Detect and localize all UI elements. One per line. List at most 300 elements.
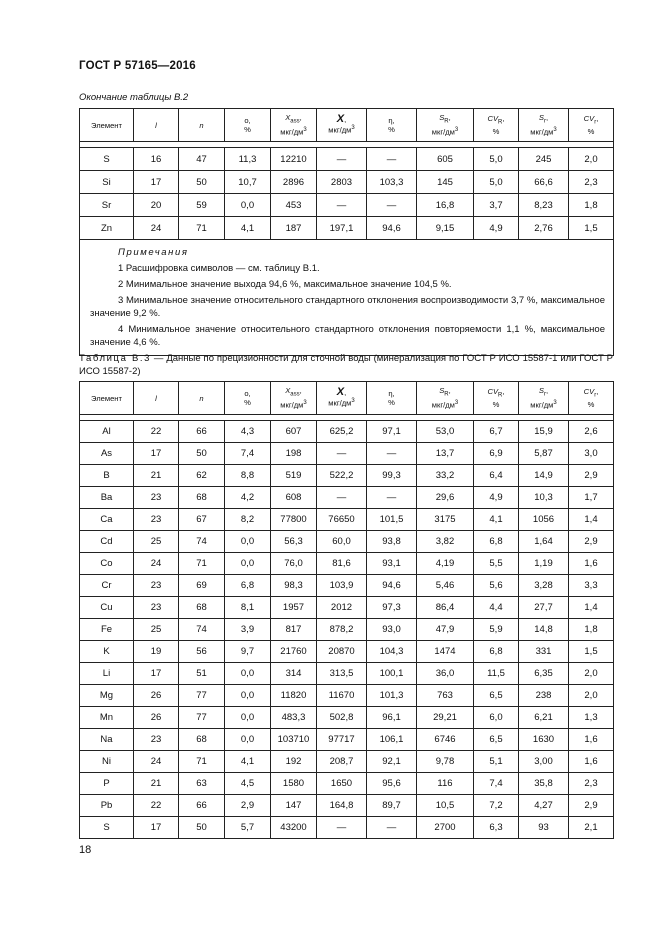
col-header-unit: % [587, 127, 595, 137]
table-row [80, 553, 614, 575]
value-cell: 5,46 [417, 575, 474, 597]
value-cell: 56,3 [271, 531, 317, 553]
element-cell: Cr [80, 575, 134, 597]
value-cell: 26 [134, 707, 179, 729]
col-header-unit: мкг/дм [280, 128, 304, 138]
col-header: $CV_r$, % [569, 109, 614, 142]
col-header-unit: мкг/дм [530, 401, 554, 411]
col-header-unit: мкг/дм [530, 128, 554, 138]
element-cell: Li [80, 663, 134, 685]
notes-row [80, 240, 614, 356]
value-cell: — [367, 443, 417, 465]
value-cell: 96,1 [367, 707, 417, 729]
value-cell: 14,8 [519, 619, 569, 641]
value-cell: 483,3 [271, 707, 317, 729]
value-cell: 0,0 [225, 531, 271, 553]
table-row [80, 619, 614, 641]
value-cell: 67 [179, 509, 225, 531]
value-cell: 24 [134, 553, 179, 575]
value-cell: 20 [134, 194, 179, 217]
value-cell: 164,8 [317, 795, 367, 817]
value-cell: 66,6 [519, 171, 569, 194]
col-header-unit: мкг/дм [328, 125, 352, 135]
col-header-subscript: R [444, 118, 449, 125]
value-cell: 86,4 [417, 597, 474, 619]
table-row [80, 729, 614, 751]
col-header-superscript: 3 [303, 400, 307, 407]
note-1: 1 Расшифровка символов — см. таблицу В.1. [118, 263, 320, 274]
value-cell: 145 [417, 171, 474, 194]
table-row [80, 487, 614, 509]
value-cell: 197,1 [317, 217, 367, 240]
value-cell: 59 [179, 194, 225, 217]
col-header-superscript: 3 [351, 398, 355, 405]
value-cell: 1957 [271, 597, 317, 619]
value-cell: 16,8 [417, 194, 474, 217]
value-cell: 0,0 [225, 553, 271, 575]
col-header: X, мкг/$дм^3$ [317, 382, 367, 415]
value-cell: 313,5 [317, 663, 367, 685]
col-header-symbol: n [199, 120, 204, 130]
value-cell: 35,8 [519, 773, 569, 795]
value-cell: 1,6 [569, 751, 614, 773]
value-cell: 2,9 [569, 795, 614, 817]
document-header: ГОСТ Р 57165—2016 [79, 60, 196, 72]
value-cell: 6,5 [474, 729, 519, 751]
col-header-symbol: CV [487, 386, 499, 396]
value-cell: 100,1 [367, 663, 417, 685]
value-cell: 23 [134, 487, 179, 509]
value-cell: 6,8 [225, 575, 271, 597]
table-row [80, 194, 614, 217]
value-cell: 94,6 [367, 217, 417, 240]
value-cell: 4,1 [474, 509, 519, 531]
value-cell: 97717 [317, 729, 367, 751]
table-row [80, 641, 614, 663]
value-cell: 7,4 [225, 443, 271, 465]
value-cell: 2,1 [569, 817, 614, 839]
col-header: $S_r$, мкг/$дм^3$ [519, 109, 569, 142]
value-cell: — [317, 194, 367, 217]
col-header-symbol: CV [583, 113, 595, 123]
value-cell: 77 [179, 685, 225, 707]
table-b3 [79, 381, 614, 839]
value-cell: 1,4 [569, 509, 614, 531]
value-cell: 2,3 [569, 171, 614, 194]
value-cell: 5,5 [474, 553, 519, 575]
value-cell: 68 [179, 729, 225, 751]
col-header-symbol: X [285, 385, 291, 395]
value-cell: 4,2 [225, 487, 271, 509]
note-4: 4 Минимальное значение относительного стандартного отклонения повторяемости 1,1 %, максимальное значение 4,6 %. [90, 324, 605, 348]
table-row [80, 465, 614, 487]
value-cell: 502,8 [317, 707, 367, 729]
element-cell: Zn [80, 217, 134, 240]
col-header-symbol: S [538, 112, 544, 122]
value-cell: 95,6 [367, 773, 417, 795]
table1-caption: Окончание таблицы В.2 [79, 92, 189, 103]
value-cell: 116 [417, 773, 474, 795]
col-header-unit: % [388, 125, 395, 134]
value-cell: 6,0 [474, 707, 519, 729]
value-cell: 2803 [317, 171, 367, 194]
value-cell: 8,23 [519, 194, 569, 217]
value-cell: 68 [179, 597, 225, 619]
value-cell: 63 [179, 773, 225, 795]
value-cell: 29,6 [417, 487, 474, 509]
col-header [225, 109, 271, 142]
value-cell: 33,2 [417, 465, 474, 487]
col-header-label: Элемент [91, 120, 122, 130]
value-cell: 0,0 [225, 729, 271, 751]
value-cell: 77800 [271, 509, 317, 531]
col-header-symbol: η, [388, 389, 395, 398]
value-cell: 7,4 [474, 773, 519, 795]
element-cell: Cu [80, 597, 134, 619]
value-cell: 21760 [271, 641, 317, 663]
table2-body [80, 421, 614, 839]
col-header-unit: мкг/дм [431, 401, 455, 411]
value-cell: — [367, 194, 417, 217]
value-cell: 2,9 [569, 465, 614, 487]
value-cell: 6,3 [474, 817, 519, 839]
value-cell: 519 [271, 465, 317, 487]
value-cell: 76,0 [271, 553, 317, 575]
table-row [80, 597, 614, 619]
value-cell: 43200 [271, 817, 317, 839]
element-cell: Pb [80, 795, 134, 817]
col-header-symbol: CV [487, 113, 499, 123]
value-cell: 331 [519, 641, 569, 663]
value-cell: 2,9 [569, 531, 614, 553]
value-cell: 93,1 [367, 553, 417, 575]
value-cell: 94,6 [367, 575, 417, 597]
value-cell: 4,5 [225, 773, 271, 795]
value-cell: 97,3 [367, 597, 417, 619]
value-cell: 6,7 [474, 421, 519, 443]
col-header [80, 382, 134, 415]
value-cell: 53,0 [417, 421, 474, 443]
value-cell: 608 [271, 487, 317, 509]
col-header-subscript: ass [290, 118, 300, 125]
value-cell: 93,8 [367, 531, 417, 553]
value-cell: 6,8 [474, 531, 519, 553]
col-header: $X_{ass}$, мкг/$дм^3$ [271, 382, 317, 415]
value-cell: 103710 [271, 729, 317, 751]
value-cell: 50 [179, 171, 225, 194]
value-cell: 92,1 [367, 751, 417, 773]
value-cell: 56 [179, 641, 225, 663]
value-cell: 605 [417, 148, 474, 171]
notes-cell [80, 240, 614, 356]
value-cell: 6746 [417, 729, 474, 751]
table2-caption [79, 352, 613, 378]
col-header [367, 109, 417, 142]
table-row [80, 685, 614, 707]
value-cell: 1650 [317, 773, 367, 795]
page-number: 18 [79, 844, 92, 856]
element-cell: Mg [80, 685, 134, 707]
table-row [80, 531, 614, 553]
value-cell: 3,7 [474, 194, 519, 217]
note-3: 3 Минимальное значение относительного стандартного отклонения воспроизводимости 3,7 %, максимальное значение 9,2 %. [90, 295, 605, 319]
value-cell: 11,5 [474, 663, 519, 685]
col-header [179, 382, 225, 415]
value-cell: 6,4 [474, 465, 519, 487]
value-cell: 5,6 [474, 575, 519, 597]
value-cell: 6,35 [519, 663, 569, 685]
table-row [80, 421, 614, 443]
value-cell: 27,7 [519, 597, 569, 619]
table-row [80, 707, 614, 729]
value-cell: 3,9 [225, 619, 271, 641]
value-cell: 23 [134, 575, 179, 597]
value-cell: 1,6 [569, 553, 614, 575]
col-header [134, 109, 179, 142]
value-cell: 16 [134, 148, 179, 171]
value-cell: 22 [134, 795, 179, 817]
value-cell: — [367, 817, 417, 839]
table-row [80, 575, 614, 597]
value-cell: 11820 [271, 685, 317, 707]
notes-title: Примечания [118, 247, 189, 258]
value-cell: 76650 [317, 509, 367, 531]
table-b2-end [79, 108, 614, 356]
element-cell: As [80, 443, 134, 465]
col-header [134, 382, 179, 415]
value-cell: 208,7 [317, 751, 367, 773]
element-cell: Fe [80, 619, 134, 641]
col-header-superscript: 3 [454, 400, 459, 407]
value-cell: 8,8 [225, 465, 271, 487]
value-cell: 74 [179, 531, 225, 553]
col-header [367, 382, 417, 415]
value-cell: 4,3 [225, 421, 271, 443]
value-cell: 4,9 [474, 217, 519, 240]
value-cell: 36,0 [417, 663, 474, 685]
value-cell: 8,1 [225, 597, 271, 619]
value-cell: 2896 [271, 171, 317, 194]
value-cell: 817 [271, 619, 317, 641]
value-cell: 2,0 [569, 663, 614, 685]
value-cell: 3,0 [569, 443, 614, 465]
value-cell: 101,3 [367, 685, 417, 707]
col-header-symbol: S [538, 385, 544, 395]
value-cell: 17 [134, 443, 179, 465]
value-cell: 47 [179, 148, 225, 171]
table-row [80, 817, 614, 839]
value-cell: 68 [179, 487, 225, 509]
value-cell: 5,0 [474, 148, 519, 171]
value-cell: 71 [179, 217, 225, 240]
col-header-unit: % [388, 398, 395, 407]
value-cell: 5,9 [474, 619, 519, 641]
value-cell: 1056 [519, 509, 569, 531]
value-cell: 10,5 [417, 795, 474, 817]
value-cell: 14,9 [519, 465, 569, 487]
value-cell: 2,9 [225, 795, 271, 817]
value-cell: 103,9 [317, 575, 367, 597]
value-cell: 607 [271, 421, 317, 443]
col-header-superscript: 3 [553, 127, 557, 134]
value-cell: 1630 [519, 729, 569, 751]
value-cell: 62 [179, 465, 225, 487]
value-cell: 13,7 [417, 443, 474, 465]
col-header-symbol: n [199, 393, 204, 403]
col-header-subscript: ass [290, 391, 300, 398]
value-cell: 71 [179, 553, 225, 575]
col-header-unit: мкг/дм [431, 128, 455, 138]
col-header-symbol: X [336, 386, 345, 399]
element-cell: S [80, 148, 134, 171]
value-cell: 3,3 [569, 575, 614, 597]
value-cell: 5,0 [474, 171, 519, 194]
value-cell: 97,1 [367, 421, 417, 443]
value-cell: 11670 [317, 685, 367, 707]
value-cell: 625,2 [317, 421, 367, 443]
element-cell: Ni [80, 751, 134, 773]
value-cell: 5,1 [474, 751, 519, 773]
value-cell: 89,7 [367, 795, 417, 817]
value-cell: 10,3 [519, 487, 569, 509]
value-cell: 1,8 [569, 194, 614, 217]
value-cell: 19 [134, 641, 179, 663]
table-row [80, 217, 614, 240]
value-cell: 74 [179, 619, 225, 641]
table-row [80, 509, 614, 531]
value-cell: 15,9 [519, 421, 569, 443]
value-cell: 1,5 [569, 641, 614, 663]
value-cell: 3,82 [417, 531, 474, 553]
value-cell: 66 [179, 421, 225, 443]
value-cell: 2,0 [569, 685, 614, 707]
value-cell: — [317, 443, 367, 465]
value-cell: 1,19 [519, 553, 569, 575]
value-cell: 106,1 [367, 729, 417, 751]
value-cell: 98,3 [271, 575, 317, 597]
element-cell: P [80, 773, 134, 795]
value-cell: 93 [519, 817, 569, 839]
element-cell: Sr [80, 194, 134, 217]
value-cell: 50 [179, 817, 225, 839]
value-cell: 4,19 [417, 553, 474, 575]
col-header-subscript: R [498, 119, 503, 126]
table-row [80, 795, 614, 817]
value-cell: 1,3 [569, 707, 614, 729]
col-header-unit: % [244, 398, 251, 407]
value-cell: 238 [519, 685, 569, 707]
value-cell: 66 [179, 795, 225, 817]
value-cell: 8,2 [225, 509, 271, 531]
value-cell: 3,28 [519, 575, 569, 597]
value-cell: 11,3 [225, 148, 271, 171]
table2-title: — Данные по прецизионности для сточной воды (минерализация по ГОСТ Р ИСО 15587-1 или ГОСТ Р ИСО 15587-2) [79, 353, 613, 377]
note-2: 2 Минимальное значение выхода 94,6 %, максимальное значение 104,5 %. [118, 279, 452, 290]
table2-header-row [80, 382, 614, 415]
value-cell: 51 [179, 663, 225, 685]
value-cell: 93,0 [367, 619, 417, 641]
table-row [80, 171, 614, 194]
col-header-unit: % [244, 125, 251, 134]
col-header-subscript: r [543, 118, 546, 125]
col-header-unit: мкг/дм [328, 398, 352, 408]
value-cell: 24 [134, 751, 179, 773]
value-cell: — [317, 487, 367, 509]
table2-label: Таблица В.3 [79, 353, 152, 364]
value-cell: 101,5 [367, 509, 417, 531]
value-cell: 47,9 [417, 619, 474, 641]
value-cell: 1,6 [569, 729, 614, 751]
value-cell: 103,3 [367, 171, 417, 194]
value-cell: 23 [134, 597, 179, 619]
value-cell: 12210 [271, 148, 317, 171]
table1-header-row [80, 109, 614, 142]
value-cell: 4,1 [225, 217, 271, 240]
value-cell: 17 [134, 663, 179, 685]
value-cell: 314 [271, 663, 317, 685]
col-header-unit: % [492, 400, 500, 410]
col-header-unit: мкг/дм [280, 401, 304, 411]
element-cell: Na [80, 729, 134, 751]
value-cell: 22 [134, 421, 179, 443]
value-cell: 9,7 [225, 641, 271, 663]
value-cell: 20870 [317, 641, 367, 663]
col-header-symbol: X [336, 113, 345, 126]
value-cell: 4,4 [474, 597, 519, 619]
value-cell: — [317, 148, 367, 171]
value-cell: 2,0 [569, 148, 614, 171]
value-cell: 453 [271, 194, 317, 217]
element-cell: Cd [80, 531, 134, 553]
value-cell: 4,1 [225, 751, 271, 773]
value-cell: 2012 [317, 597, 367, 619]
col-header-subscript: R [498, 392, 503, 399]
value-cell: 6,5 [474, 685, 519, 707]
col-header-symbol: η, [388, 116, 395, 125]
value-cell: 6,8 [474, 641, 519, 663]
value-cell: 23 [134, 729, 179, 751]
col-header-subscript: r [594, 119, 597, 126]
value-cell: — [367, 487, 417, 509]
col-header: $S_R$, мкг/$дм^3$ [417, 382, 474, 415]
value-cell: 3175 [417, 509, 474, 531]
col-header: $S_R$, мкг/$дм^3$ [417, 109, 474, 142]
value-cell: 21 [134, 773, 179, 795]
value-cell: 23 [134, 509, 179, 531]
element-cell: Co [80, 553, 134, 575]
col-header-unit: % [492, 127, 500, 137]
value-cell: 99,3 [367, 465, 417, 487]
value-cell: 4,27 [519, 795, 569, 817]
value-cell: 9,15 [417, 217, 474, 240]
value-cell: — [317, 817, 367, 839]
value-cell: 17 [134, 171, 179, 194]
value-cell: 2700 [417, 817, 474, 839]
col-header-symbol: S [439, 112, 445, 122]
col-header-superscript: 3 [351, 125, 355, 132]
col-header [179, 109, 225, 142]
value-cell: 2,76 [519, 217, 569, 240]
value-cell: 198 [271, 443, 317, 465]
col-header-superscript: 3 [553, 400, 557, 407]
value-cell: 26 [134, 685, 179, 707]
col-header-symbol: o, [244, 389, 251, 398]
element-cell: Mn [80, 707, 134, 729]
element-cell: Ca [80, 509, 134, 531]
value-cell: 17 [134, 817, 179, 839]
table-row [80, 148, 614, 171]
col-header [80, 109, 134, 142]
